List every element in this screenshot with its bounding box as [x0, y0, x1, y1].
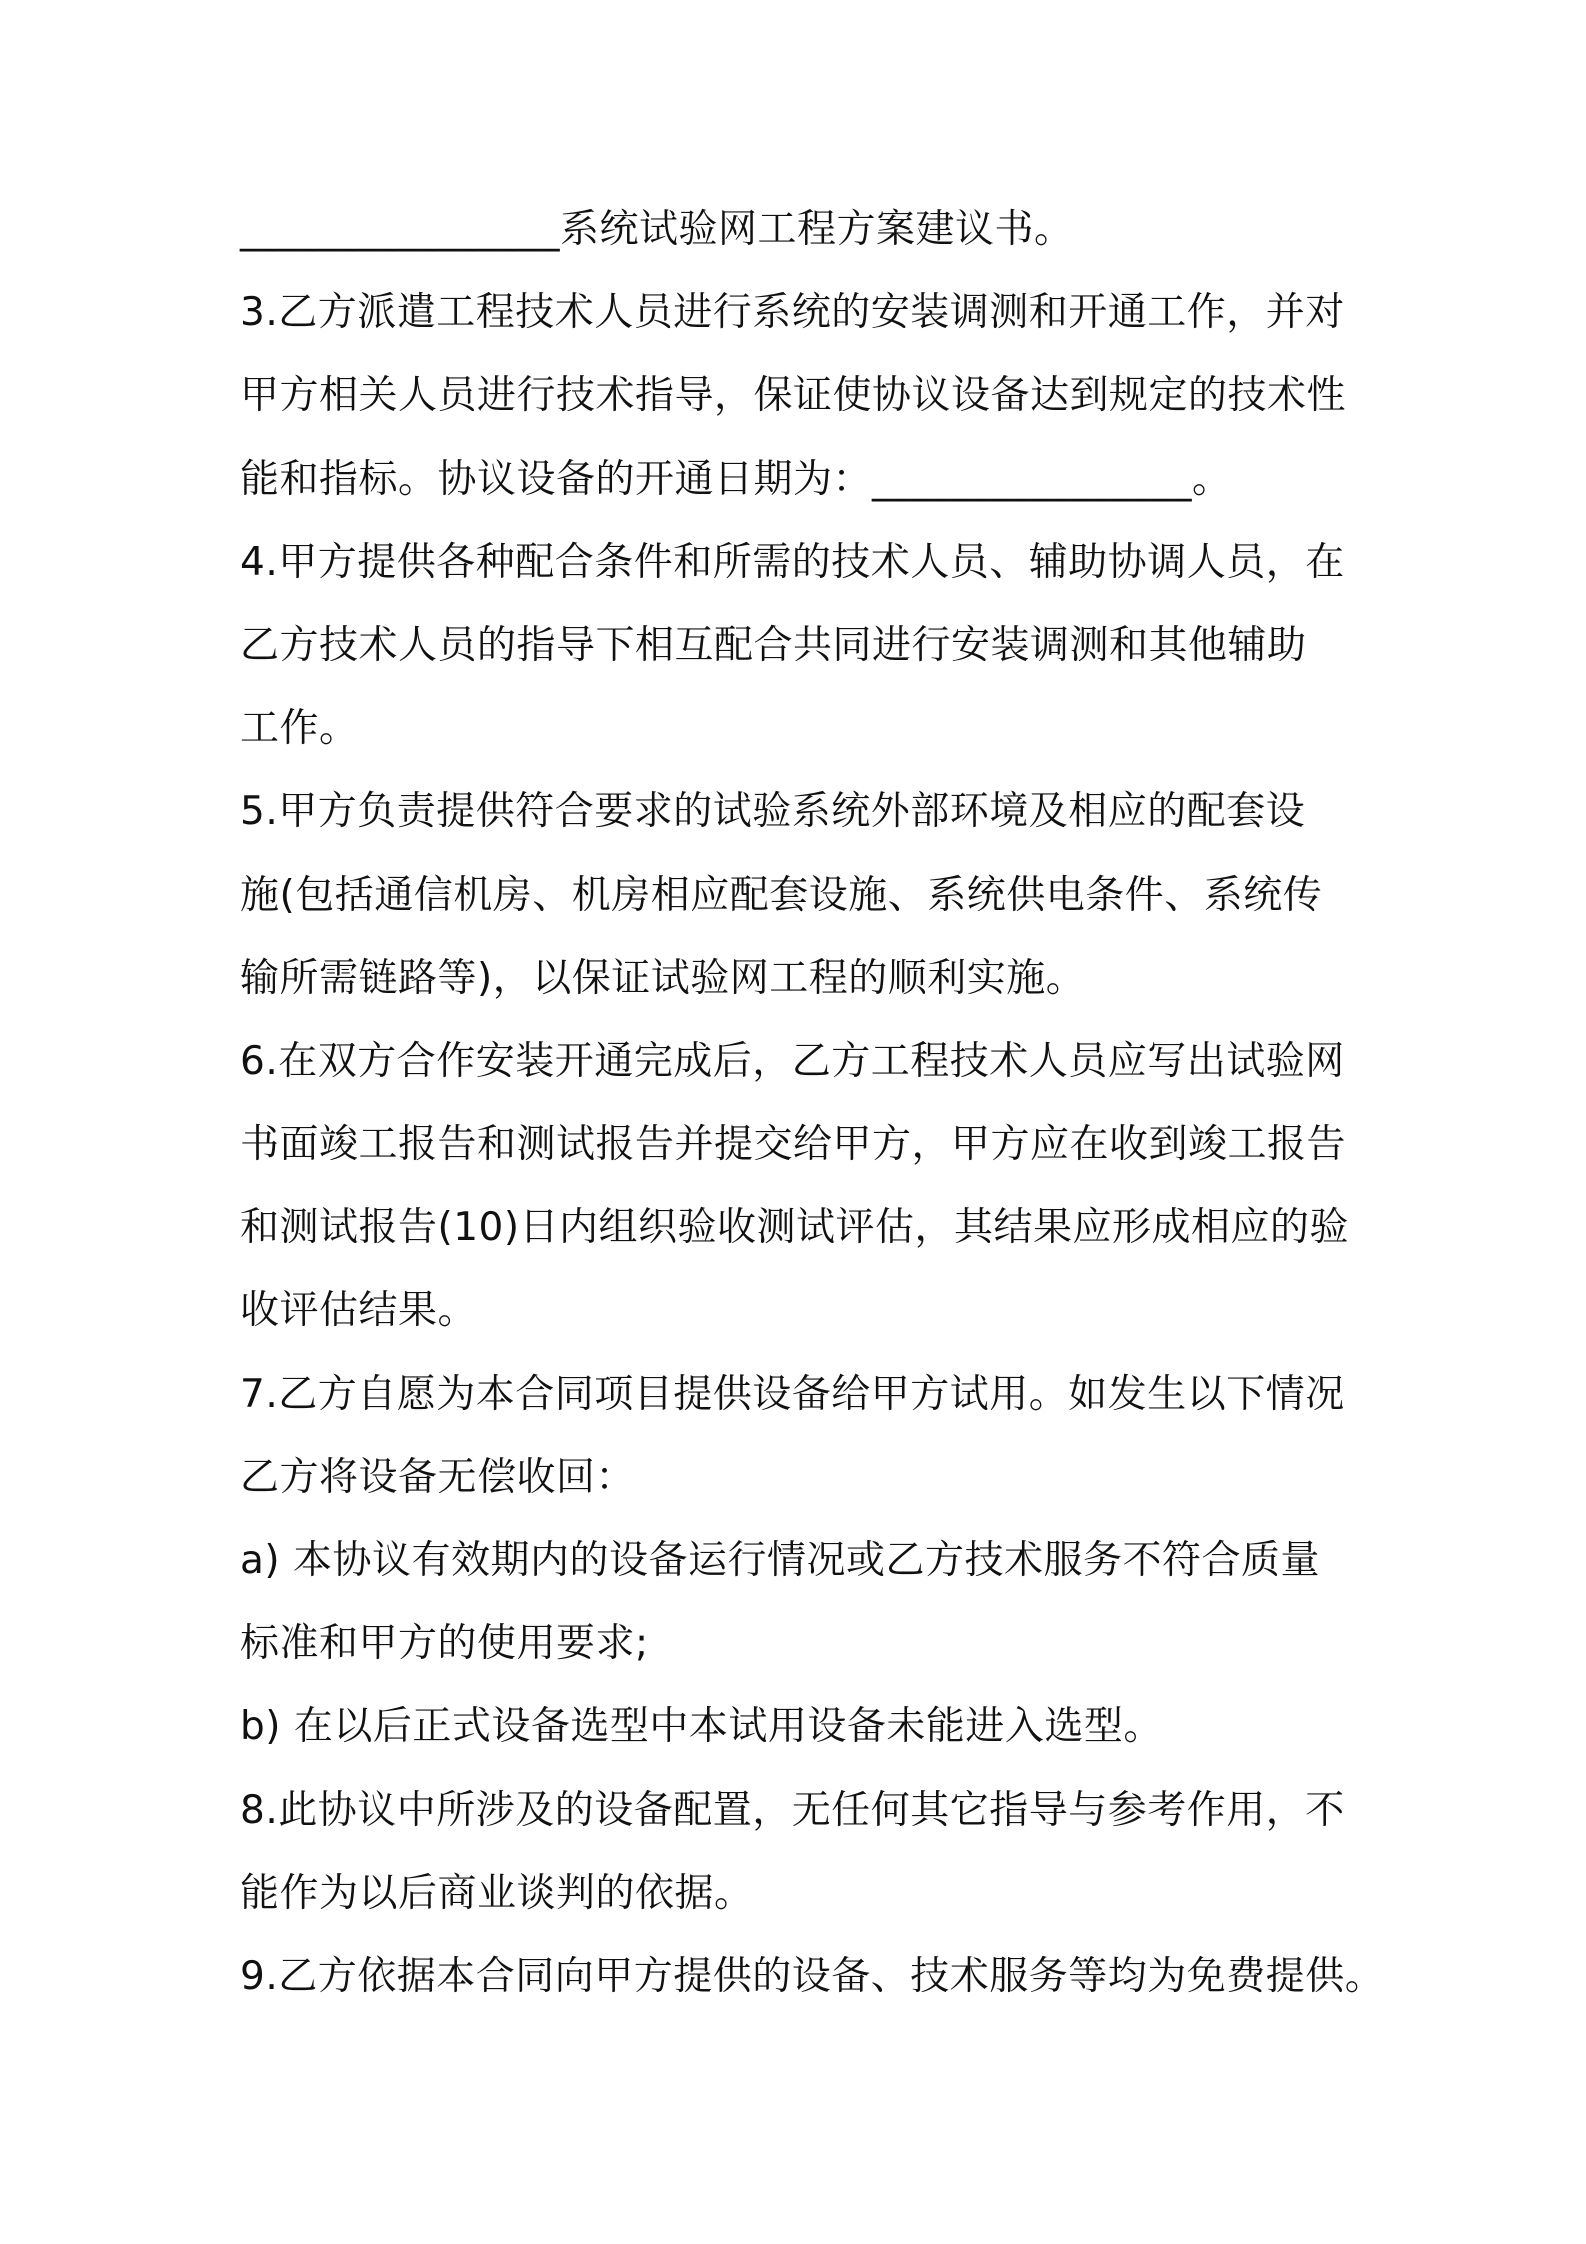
- text-line: 6.在双方合作安装开通完成后，乙方工程技术人员应写出试验网: [240, 1038, 1345, 1084]
- text-line: 5.甲方负责提供符合要求的试验系统外部环境及相应的配套设: [240, 789, 1306, 835]
- text-line: 4.甲方提供各种配合条件和所需的技术人员、辅助协调人员，在: [240, 539, 1345, 585]
- text-line: b) 在以后正式设备选型中本试用设备未能进入选型。: [240, 1704, 1163, 1750]
- text-line: ________________系统试验网工程方案建议书。: [240, 207, 1074, 252]
- text-line: 7.乙方自愿为本合同项目提供设备给甲方试用。如发生以下情况: [240, 1371, 1345, 1417]
- text-line: 工作。: [240, 706, 359, 752]
- text-line: 3.乙方派遣工程技术人员进行系统的安装调测和开通工作，并对: [240, 290, 1345, 336]
- text-line: 乙方技术人员的指导下相互配合共同进行安装调测和其他辅助: [240, 622, 1307, 668]
- text-line: a) 本协议有效期内的设备运行情况或乙方技术服务不符合质量: [240, 1538, 1321, 1583]
- text-line: 8.此协议中所涉及的设备配置，无任何其它指导与参考作用，不: [240, 1787, 1345, 1833]
- text-line: 9.乙方依据本合同向甲方提供的设备、技术服务等均为免费提供。: [240, 1953, 1385, 1999]
- text-line: 能和指标。协议设备的开通日期为：________________。: [240, 456, 1232, 502]
- text-line: 标准和甲方的使用要求;: [240, 1621, 649, 1667]
- text-line: 和测试报告(10)日内组织验收测试评估，其结果应形成相应的验: [240, 1205, 1350, 1251]
- text-line: 施(包括通信机房、机房相应配套设施、系统供电条件、系统传: [240, 872, 1323, 918]
- text-line: 能作为以后商业谈判的依据。: [240, 1870, 754, 1916]
- text-line: 书面竣工报告和测试报告并提交给甲方，甲方应在收到竣工报告: [240, 1122, 1347, 1168]
- text-line: 收评估结果。: [240, 1288, 478, 1334]
- document-body: [240, 188, 1385, 2018]
- text-line: 乙方将设备无偿收回：: [240, 1454, 636, 1500]
- text-line: 输所需链路等)，以保证试验网工程的顺利实施。: [240, 955, 1086, 1001]
- text-line: 甲方相关人员进行技术指导，保证使协议设备达到规定的技术性: [240, 373, 1347, 419]
